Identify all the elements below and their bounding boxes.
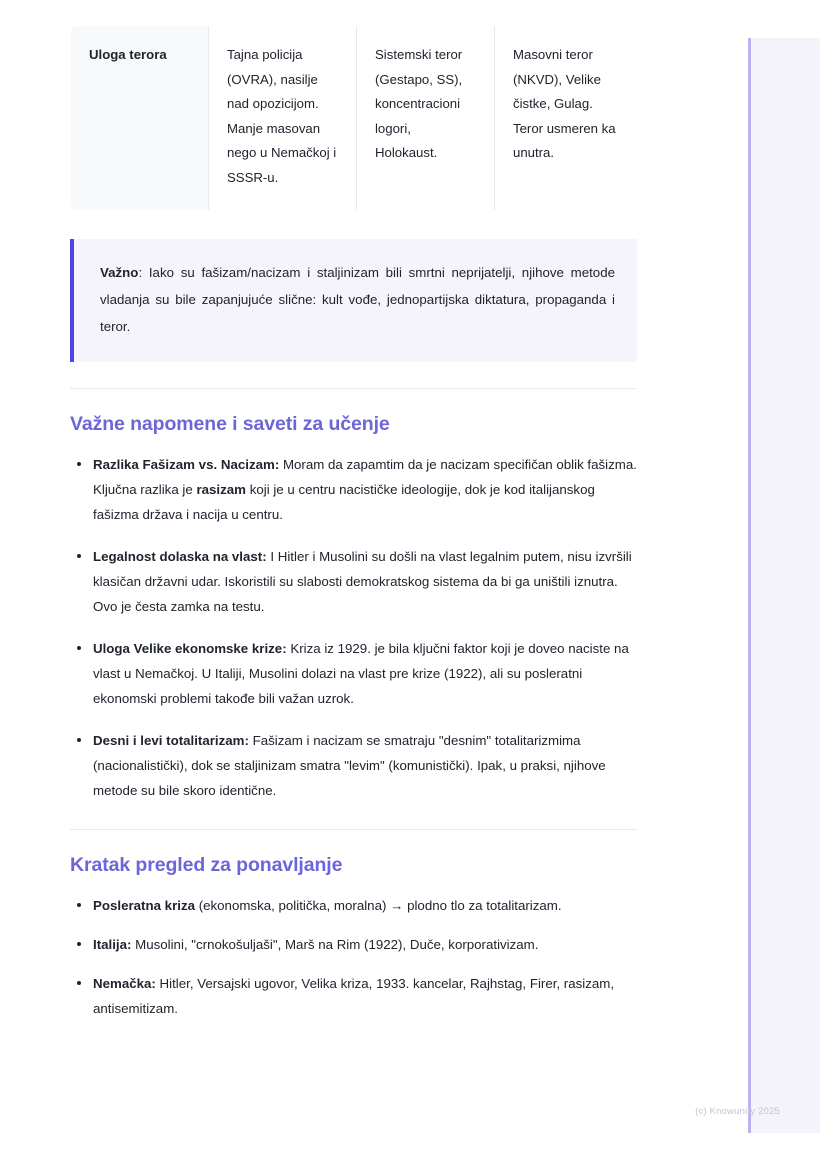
- list-item-body-tail: koji je u centru nacističke ideologije, dok je kod italijanskog fašizma država i nacija u centru.: [93, 482, 595, 522]
- callout-text: Iako su fašizam/nacizam i staljinizam bili smrtni neprijatelji, njihove metode vladanja su bile zapanjujuće slične: kult vođe, jednopartijska diktatura, propaganda i teror.: [100, 265, 615, 334]
- list-item-body: Fašizam i nacizam se smatraju "desnim" totalitarizmima (nacionalistički), dok se staljinizam smatra "levim" (komunistički). Ipak, u praksi, njihove metode su bile skoro identične.: [93, 733, 606, 798]
- table-cell-ussr: Masovni teror (NKVD), Velike čistke, Gulag. Teror usmeren ka unutra.: [513, 47, 616, 160]
- list-item-lead: Nemačka:: [93, 976, 156, 991]
- section-divider-1: [70, 388, 637, 389]
- bullet-icon: [77, 981, 81, 985]
- callout-label-suffix: :: [138, 265, 143, 280]
- list-item-lead: Razlika Fašizam vs. Nacizam:: [93, 457, 280, 472]
- list-item-emphasis: rasizam: [196, 482, 246, 497]
- section-heading-summary: Kratak pregled za ponavljanje: [70, 854, 343, 876]
- bullet-icon: [77, 554, 81, 558]
- bullet-icon: [77, 646, 81, 650]
- list-item: [70, 544, 637, 619]
- list-item-lead: Legalnost dolaska na vlast:: [93, 549, 267, 564]
- bullet-icon: [77, 462, 81, 466]
- list-item-body: Musolini, "crnokošuljaši", Marš na Rim (1922), Duče, korporativizam.: [131, 937, 539, 952]
- list-item-body: Hitler, Versajski ugovor, Velika kriza, 1933. kancelar, Rajhstag, Firer, rasizam, antisemitizam.: [93, 976, 615, 1016]
- list-item-lead: Uloga Velike ekonomske krize:: [93, 641, 287, 656]
- list-item: [70, 893, 637, 918]
- table-cell-italy: Tajna policija (OVRA), nasilje nad opozicijom. Manje masovan nego u Nemačkoj i SSSR-u.: [209, 26, 357, 211]
- right-side-panel: [748, 38, 820, 1133]
- bullet-icon: [77, 738, 81, 742]
- table-row: [71, 26, 638, 211]
- list-item-body: Kriza iz 1929. je bila ključni faktor koji je doveo naciste na vlast u Nemačkoj. U Italiji, Musolini dolazi na vlast pre krize (1922), ali su posleratni ekonomski problemi takođe bili važan uzrok.: [93, 641, 629, 706]
- list-item: [70, 932, 637, 957]
- important-callout: [70, 239, 637, 362]
- list-item: [70, 636, 637, 711]
- table-cell-germany: Sistemski teror (Gestapo, SS), koncentracioni logori, Holokaust.: [357, 26, 495, 211]
- list-item: [70, 728, 637, 803]
- list-item: [70, 971, 637, 1021]
- list-item: [70, 452, 637, 527]
- notes-list: [70, 452, 637, 803]
- callout-label: Važno: [100, 265, 139, 280]
- list-item-lead: Desni i levi totalitarizam:: [93, 733, 249, 748]
- bullet-icon: [77, 942, 81, 946]
- bullet-icon: [77, 903, 81, 907]
- list-item-body: I Hitler i Musolini su došli na vlast legalnim putem, nisu izvršili klasičan državni udar. Iskoristili su slabosti demokratskog sistema da bi ga uništili iznutra. Ovo je česta zamka na testu.: [93, 549, 632, 614]
- list-item-lead: Posleratna kriza: [93, 898, 195, 913]
- summary-list: [70, 893, 637, 1021]
- comparison-table: [70, 25, 638, 211]
- list-item-body: Moram da zapamtim da je nacizam specifičan oblik fašizma. Ključna razlika je: [93, 457, 637, 497]
- list-item-body: (ekonomska, politička, moralna) → plodno tlo za totalitarizam.: [195, 898, 562, 913]
- section-divider-2: [70, 829, 637, 830]
- section-heading-notes: Važne napomene i saveti za učenje: [70, 413, 390, 435]
- list-item-lead: Italija:: [93, 937, 132, 952]
- table-row-header: Uloga terora: [71, 26, 209, 211]
- copyright-watermark: (c) Knowunity 2025: [695, 1106, 780, 1117]
